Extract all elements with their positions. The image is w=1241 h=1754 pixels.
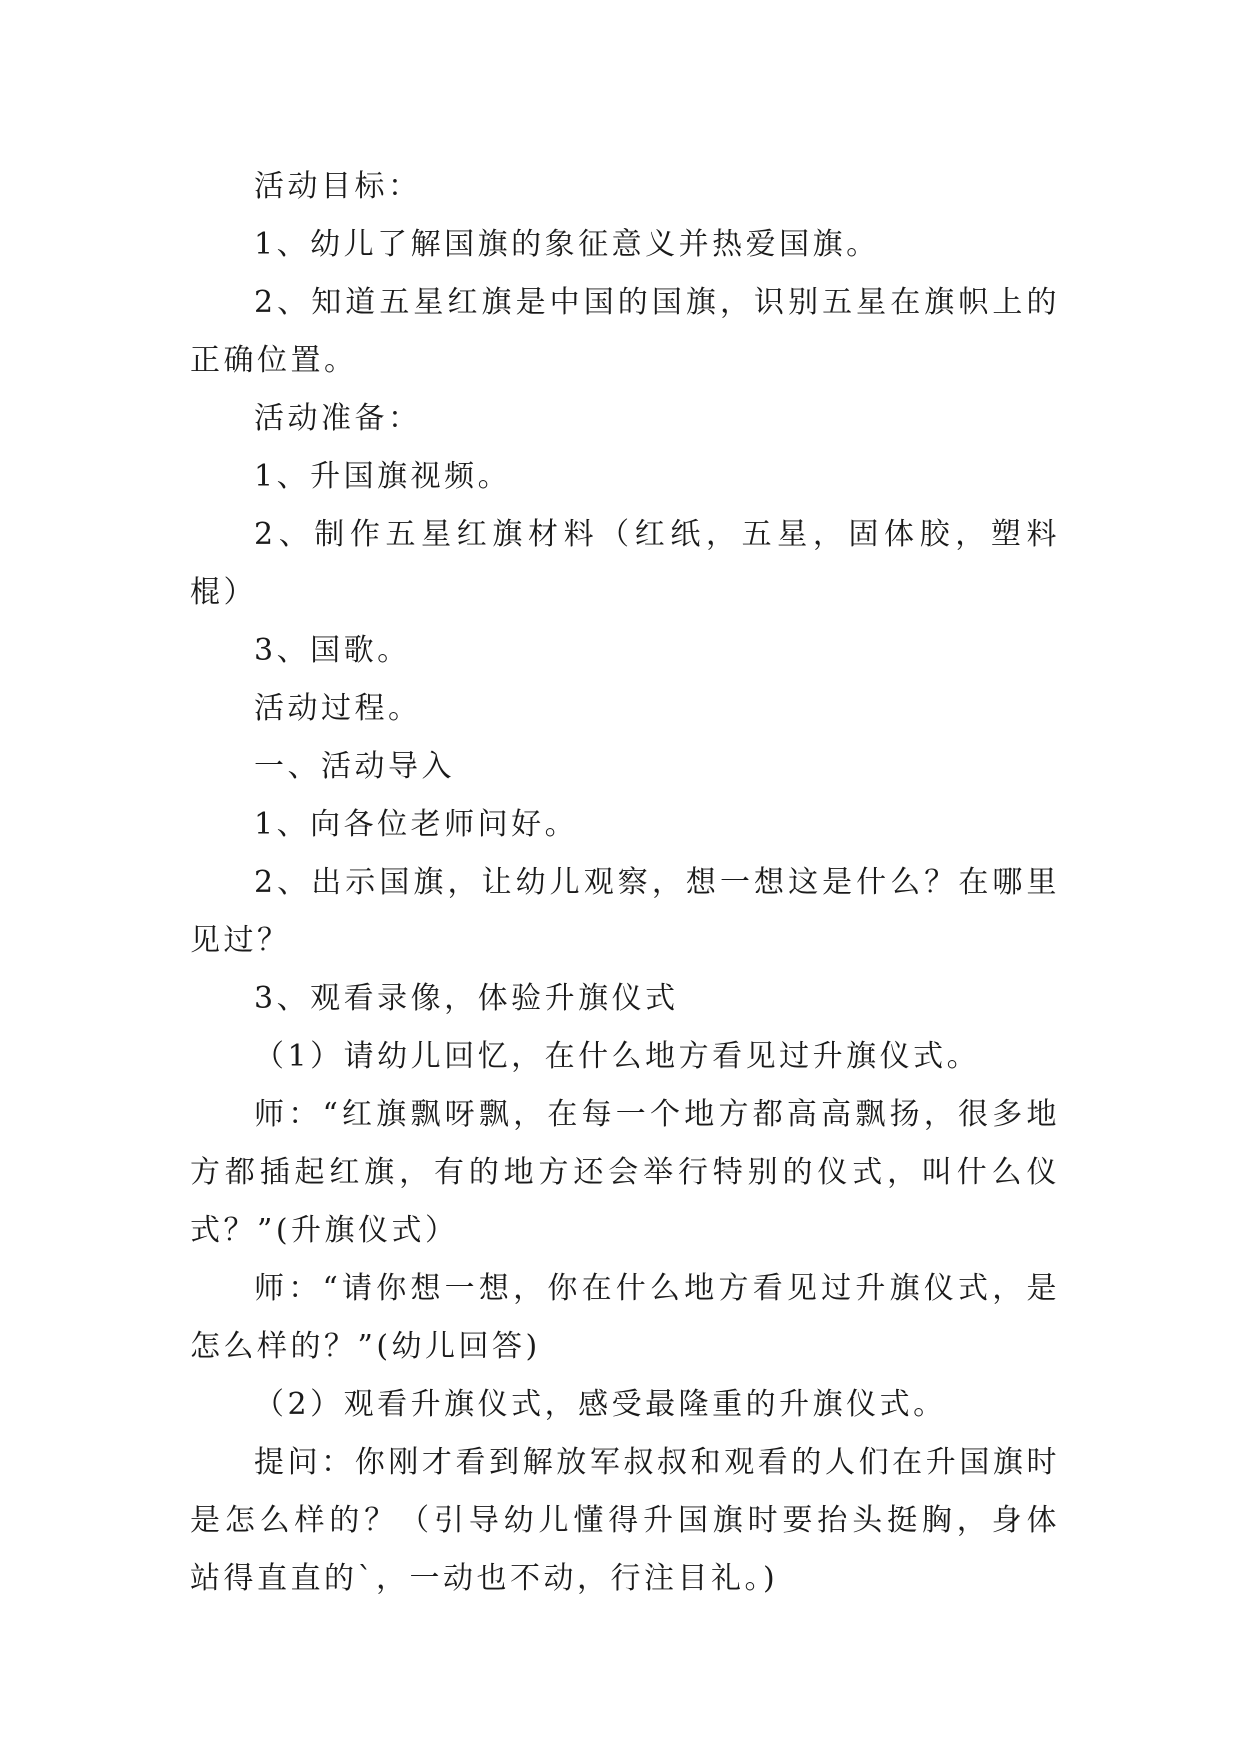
teacher-dialogue-2: 师：“请你想一想，你在什么地方看见过升旗仪式，是怎么样的？”(幼儿回答) [190,1271,1060,1364]
process-item-1: 1、向各位老师问好。 [254,807,579,842]
section-heading-process: 活动过程。 [254,691,422,726]
teacher-dialogue-1: 师：“红旗飘呀飘，在每一个地方都高高飘扬，很多地方都插起红旗，有的地方还会举行特别的仪式，叫什么仪式？”(升旗仪式） [190,1097,1060,1248]
question-paragraph: 提问：你刚才看到解放军叔叔和观看的人们在升国旗时是怎么样的？（引导幼儿懂得升国旗时要抬头挺胸，身体站得直直的`，一动也不动，行注目礼。) [190,1445,1060,1596]
section-heading-preparation: 活动准备： [254,401,422,436]
section-heading-goals: 活动目标： [254,169,422,204]
preparation-item-3: 3、国歌。 [254,633,411,668]
process-item-2: 2、出示国旗，让幼儿观察，想一想这是什么？在哪里见过？ [190,865,1060,958]
goal-item-2: 2、知道五星红旗是中国的国旗，识别五星在旗帜上的正确位置。 [190,285,1060,378]
document-body [190,158,1060,1608]
preparation-item-1: 1、升国旗视频。 [254,459,512,494]
sub-item-1: （1）请幼儿回忆，在什么地方看见过升旗仪式。 [254,1039,981,1074]
sub-item-2: （2）观看升旗仪式，感受最隆重的升旗仪式。 [254,1387,947,1422]
goal-item-1: 1、幼儿了解国旗的象征意义并热爱国旗。 [254,227,880,262]
preparation-item-2: 2、制作五星红旗材料（红纸，五星，固体胶，塑料棍） [190,517,1060,610]
process-step-heading: 一、活动导入 [254,749,455,784]
process-item-3: 3、观看录像，体验升旗仪式 [254,981,679,1016]
